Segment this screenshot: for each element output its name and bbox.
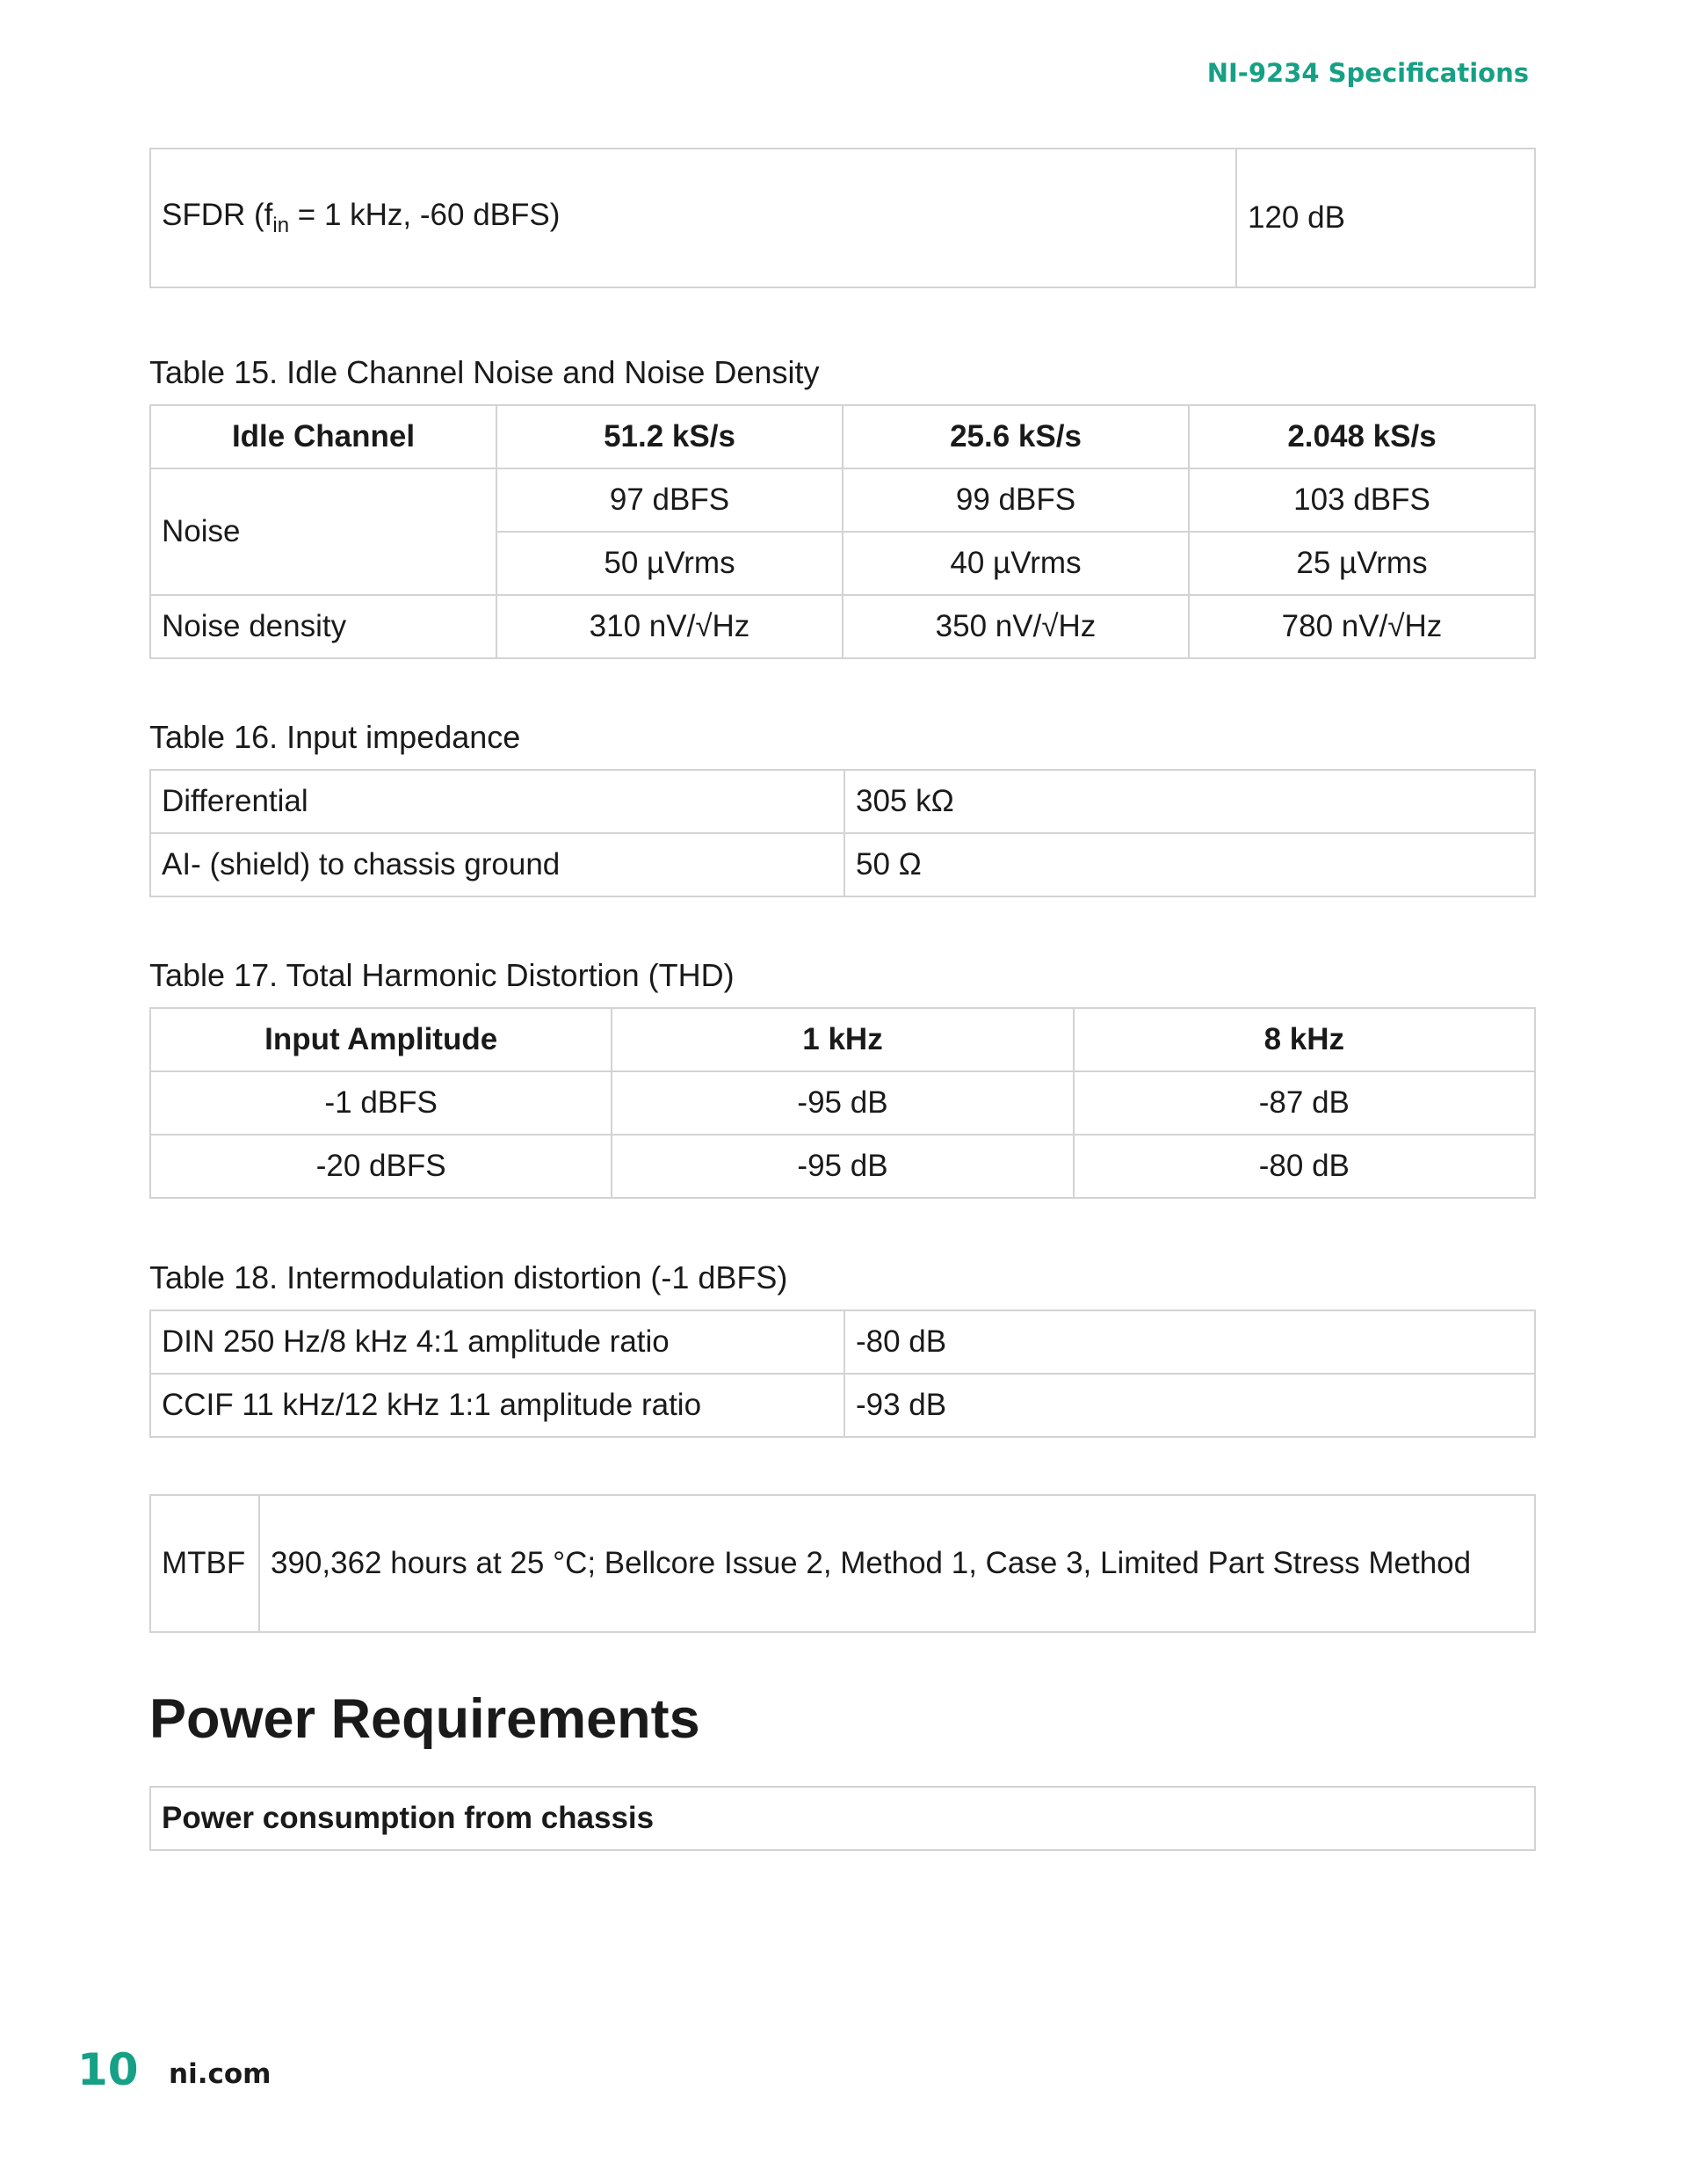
table-cell: 305 kΩ xyxy=(844,770,1535,833)
page-header-title: NI-9234 Specifications xyxy=(1206,58,1529,88)
table-cell: 103 dBFS xyxy=(1189,468,1535,532)
table-cell: 50 Ω xyxy=(844,833,1535,896)
table-cell: -95 dB xyxy=(612,1135,1073,1198)
table16 xyxy=(149,769,1536,897)
table18-block xyxy=(149,1257,1536,1438)
table15-header: 51.2 kS/s xyxy=(496,405,843,468)
power-consumption-label: Power consumption from chassis xyxy=(150,1787,1535,1850)
mtbf-label: MTBF xyxy=(150,1495,259,1632)
table16-block xyxy=(149,716,1536,897)
table-cell: 99 dBFS xyxy=(843,468,1189,532)
table15-caption: Table 15. Idle Channel Noise and Noise Density xyxy=(149,354,820,390)
section-title-power: Power Requirements xyxy=(149,1688,700,1750)
table-cell: 97 dBFS xyxy=(496,468,843,532)
table-cell: AI- (shield) to chassis ground xyxy=(150,833,844,896)
table-cell: 40 µVrms xyxy=(843,532,1189,595)
table-cell: CCIF 11 kHz/12 kHz 1:1 amplitude ratio xyxy=(150,1374,844,1437)
sfdr-table-block xyxy=(149,148,1536,288)
power-table xyxy=(149,1786,1536,1851)
table15-header: Idle Channel xyxy=(150,405,496,468)
table17-header: Input Amplitude xyxy=(150,1008,612,1071)
table-cell: 310 nV/√Hz xyxy=(496,595,843,658)
page-number: 10 xyxy=(77,2044,139,2095)
noise-label: Noise xyxy=(150,468,496,595)
table-cell: DIN 250 Hz/8 kHz 4:1 amplitude ratio xyxy=(150,1310,844,1374)
power-table-block xyxy=(149,1786,1536,1851)
sfdr-table xyxy=(149,148,1536,288)
mtbf-block xyxy=(149,1494,1536,1633)
table15 xyxy=(149,404,1536,659)
table-cell: 50 µVrms xyxy=(496,532,843,595)
table-cell: 350 nV/√Hz xyxy=(843,595,1189,658)
table17-header: 1 kHz xyxy=(612,1008,1073,1071)
mtbf-value: 390,362 hours at 25 °C; Bellcore Issue 2, Method 1, Case 3, Limited Part Stress Method xyxy=(259,1495,1535,1632)
table15-header: 2.048 kS/s xyxy=(1189,405,1535,468)
table15-block xyxy=(149,352,1536,659)
table-cell: -93 dB xyxy=(844,1374,1535,1437)
table-cell: Differential xyxy=(150,770,844,833)
table-cell: -80 dB xyxy=(844,1310,1535,1374)
footer-site-link[interactable]: ni.com xyxy=(169,2058,272,2090)
table-cell: -20 dBFS xyxy=(150,1135,612,1198)
table17-block xyxy=(149,954,1536,1199)
table18 xyxy=(149,1310,1536,1438)
table-cell: -1 dBFS xyxy=(150,1071,612,1135)
table17-caption: Table 17. Total Harmonic Distortion (THD) xyxy=(149,957,735,993)
mtbf-table xyxy=(149,1494,1536,1633)
table-cell: -80 dB xyxy=(1074,1135,1535,1198)
table16-caption: Table 16. Input impedance xyxy=(149,719,521,755)
table-cell: 780 nV/√Hz xyxy=(1189,595,1535,658)
table17 xyxy=(149,1007,1536,1199)
table15-header: 25.6 kS/s xyxy=(843,405,1189,468)
table-cell: 25 µVrms xyxy=(1189,532,1535,595)
table17-header: 8 kHz xyxy=(1074,1008,1535,1071)
table-cell: -87 dB xyxy=(1074,1071,1535,1135)
noise-density-label: Noise density xyxy=(150,595,496,658)
table-cell: -95 dB xyxy=(612,1071,1073,1135)
table18-caption: Table 18. Intermodulation distortion (-1 dBFS) xyxy=(149,1259,788,1295)
sfdr-value: 120 dB xyxy=(1236,149,1535,287)
sfdr-label: SFDR ($f_{in} = 1$ kHz, -60 dBFS) xyxy=(150,149,1236,287)
